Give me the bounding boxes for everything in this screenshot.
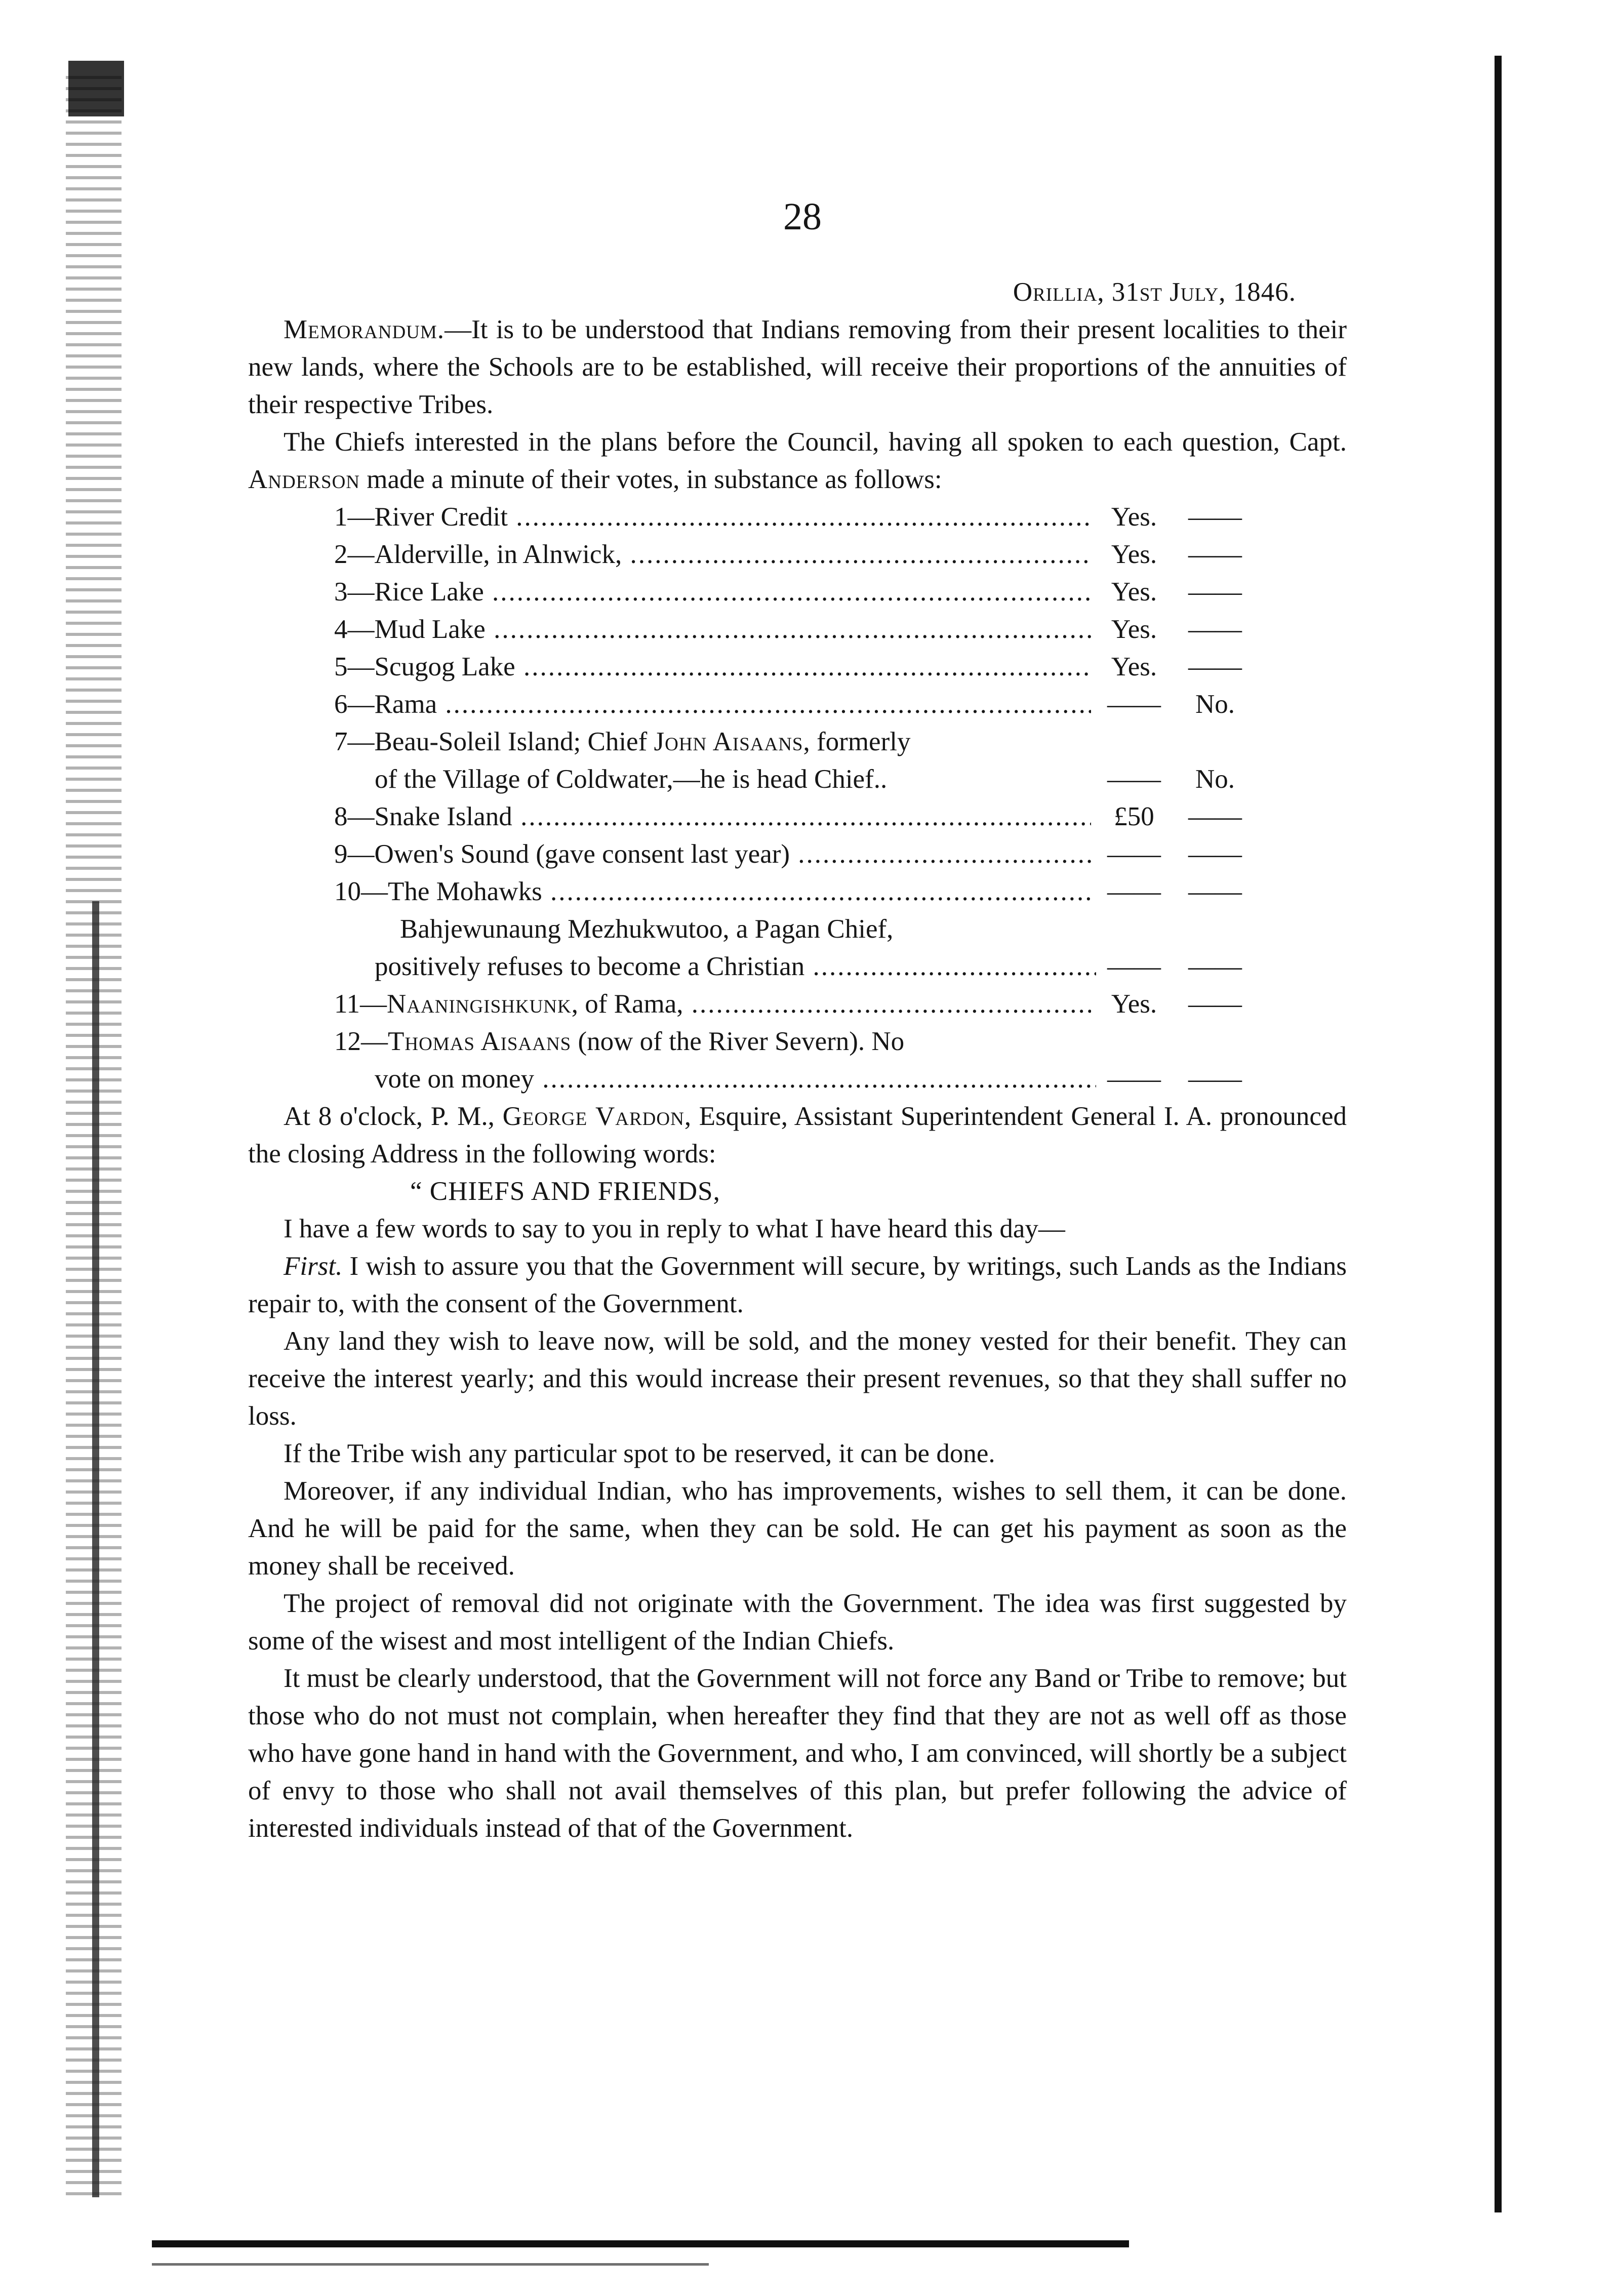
vote-col-1: —— bbox=[1096, 760, 1172, 798]
vote-row bbox=[248, 573, 1347, 611]
vote-label-text-end: (now of the River Severn). No bbox=[571, 1027, 905, 1056]
vote-intro-text: The Chiefs interested in the plans before the Council, having all spoken to each question, Capt. bbox=[284, 427, 1347, 457]
vote-label-text: 11— bbox=[334, 989, 387, 1019]
votes-table bbox=[248, 498, 1347, 1098]
vote-col-2: —— bbox=[1188, 502, 1242, 532]
scan-binding-edge bbox=[92, 901, 99, 2197]
page-body bbox=[248, 273, 1347, 1847]
vote-label-text-end: , formerly bbox=[803, 727, 911, 756]
vote-col-2: —— bbox=[1188, 540, 1242, 569]
vote-label-line-2: positively refuses to become a Christian ..... bbox=[375, 948, 1096, 985]
address-paragraph: I have a few words to say to you in reply to what I have heard this day— bbox=[284, 1214, 1065, 1243]
address-lead: First. bbox=[284, 1252, 343, 1281]
person-name: Naaningishkunk bbox=[387, 989, 572, 1019]
vote-col-1: —— bbox=[1096, 948, 1172, 985]
vote-label: 6—Rama ..... bbox=[334, 686, 1091, 723]
vote-label-line-2: of the Village of Coldwater,—he is head Chief.. bbox=[375, 764, 888, 794]
vote-row bbox=[248, 910, 1347, 948]
vote-row bbox=[248, 873, 1347, 910]
vote-label: 8—Snake Island ..... bbox=[334, 798, 1091, 835]
vote-row bbox=[248, 611, 1347, 648]
vote-label bbox=[334, 723, 1316, 760]
vote-row-continued bbox=[248, 948, 1347, 985]
vote-col-1: Yes. bbox=[1096, 985, 1172, 1023]
vote-label-text-end: , of Rama, bbox=[571, 989, 683, 1019]
person-name: Thomas Aisaans bbox=[388, 1027, 572, 1056]
scan-bottom-edge bbox=[152, 2240, 1129, 2247]
vote-label-text: 7—Beau-Soleil Island; Chief bbox=[334, 727, 654, 756]
vote-label-line-2: vote on money ..... bbox=[375, 1060, 1096, 1098]
vote-label: Bahjewunaung Mezhukwutoo, a Pagan Chief, bbox=[400, 914, 894, 944]
vote-col-2: —— bbox=[1188, 839, 1242, 869]
closing-intro-paragraph bbox=[248, 1098, 1347, 1173]
person-name: John Aisaans bbox=[654, 727, 803, 756]
vote-col-2: No. bbox=[1195, 690, 1235, 719]
address-paragraph: Any land they wish to leave now, will be sold, and the money vested for their benefit. They can receive the interest yearly; and this would increase their present revenues, so that they shall suffer no loss. bbox=[248, 1326, 1347, 1431]
address-paragraph: Moreover, if any individual Indian, who has improvements, wishes to sell them, it can be done. And he will be paid for the same, when they can be sold. He can get his payment as soon as the money shall be received. bbox=[248, 1476, 1347, 1581]
dateline: Orillia, 31st July, 1846. bbox=[1013, 277, 1296, 307]
vote-col-1: —— bbox=[1096, 873, 1172, 910]
vote-label: 9—Owen's Sound (gave consent last year) ..... bbox=[334, 835, 1091, 873]
vote-row bbox=[248, 498, 1347, 536]
vote-col-2: —— bbox=[1188, 877, 1242, 906]
vote-row bbox=[248, 1023, 1347, 1060]
address-paragraph: It must be clearly understood, that the Government will not force any Band or Tribe to remove; but those who do not must not complain, when hereafter they find that they are not as well off as those who have gone hand in hand with the Government, and who, I am convinced, will shortly be a subject of envy to those who shall not avail themselves of this plan, but prefer following the advice of interested individuals instead of that of the Government. bbox=[248, 1664, 1347, 1843]
vote-col-1: —— bbox=[1096, 835, 1172, 873]
vote-row bbox=[248, 648, 1347, 686]
person-name: George Vardon bbox=[502, 1102, 684, 1131]
vote-label bbox=[334, 985, 1091, 1023]
vote-row bbox=[248, 985, 1347, 1023]
person-name: Anderson bbox=[248, 465, 360, 494]
vote-col-2: —— bbox=[1188, 989, 1242, 1019]
memorandum-text: —It is to be understood that Indians removing from their present localities to their new lands, where the Schools are to be established, will receive their proportions of the annuities of their respective Tribes. bbox=[248, 315, 1347, 419]
vote-row bbox=[248, 686, 1347, 723]
vote-label: 5—Scugog Lake ..... bbox=[334, 648, 1091, 686]
address-paragraph bbox=[248, 1247, 1347, 1322]
address-paragraph: The project of removal did not originate with the Government. The idea was first suggested by some of the wisest and most intelligent of the Indian Chiefs. bbox=[248, 1589, 1347, 1656]
vote-col-1: —— bbox=[1096, 1060, 1172, 1098]
vote-col-1: £50 bbox=[1096, 798, 1172, 835]
vote-label: 4—Mud Lake ..... bbox=[334, 611, 1091, 648]
vote-col-1: Yes. bbox=[1096, 536, 1172, 573]
vote-col-1: Yes. bbox=[1096, 611, 1172, 648]
vote-intro-paragraph bbox=[248, 423, 1347, 498]
vote-row bbox=[248, 723, 1347, 760]
scan-bottom-edge-thin bbox=[152, 2263, 709, 2266]
vote-row-continued bbox=[248, 760, 1347, 798]
memorandum-label: Memorandum. bbox=[284, 315, 445, 344]
page-number: 28 bbox=[783, 195, 822, 238]
vote-col-1: —— bbox=[1096, 686, 1172, 723]
vote-col-2: —— bbox=[1188, 577, 1242, 607]
vote-row bbox=[248, 536, 1347, 573]
vote-col-2: —— bbox=[1188, 802, 1242, 831]
vote-row-continued bbox=[248, 1060, 1347, 1098]
vote-col-2: —— bbox=[1188, 615, 1242, 644]
address-heading: “ CHIEFS AND FRIENDS, bbox=[410, 1177, 720, 1206]
vote-col-1: Yes. bbox=[1096, 498, 1172, 536]
address-paragraph: If the Tribe wish any particular spot to be reserved, it can be done. bbox=[284, 1439, 995, 1468]
vote-col-1: Yes. bbox=[1096, 573, 1172, 611]
vote-col-2: —— bbox=[1188, 952, 1242, 981]
memorandum-paragraph bbox=[248, 311, 1347, 423]
vote-label bbox=[334, 1023, 1316, 1060]
address-text: I wish to assure you that the Government will secure, by writings, such Lands as the Indians repair to, with the consent of the Government. bbox=[248, 1252, 1347, 1318]
vote-row bbox=[248, 798, 1347, 835]
vote-label-text: 12— bbox=[334, 1027, 388, 1056]
vote-label: 2—Alderville, in Alnwick, ..... bbox=[334, 536, 1091, 573]
scan-right-edge bbox=[1495, 56, 1502, 2212]
closing-intro-text: At 8 o'clock, P. M., bbox=[284, 1102, 503, 1131]
vote-col-2: —— bbox=[1188, 1064, 1242, 1094]
vote-col-2: No. bbox=[1195, 764, 1235, 794]
vote-label: 3—Rice Lake ..... bbox=[334, 573, 1091, 611]
vote-label: 10—The Mohawks ..... bbox=[334, 873, 1091, 910]
vote-label: 1—River Credit ..... bbox=[334, 498, 1091, 536]
closing-intro-text-end: , Esquire, Assistant Superintendent General I. A. pronounced the closing Address in the following words: bbox=[248, 1102, 1347, 1169]
vote-intro-text-end: made a minute of their votes, in substance as follows: bbox=[360, 465, 942, 494]
vote-col-2: —— bbox=[1188, 652, 1242, 681]
vote-row bbox=[248, 835, 1347, 873]
vote-col-1: Yes. bbox=[1096, 648, 1172, 686]
